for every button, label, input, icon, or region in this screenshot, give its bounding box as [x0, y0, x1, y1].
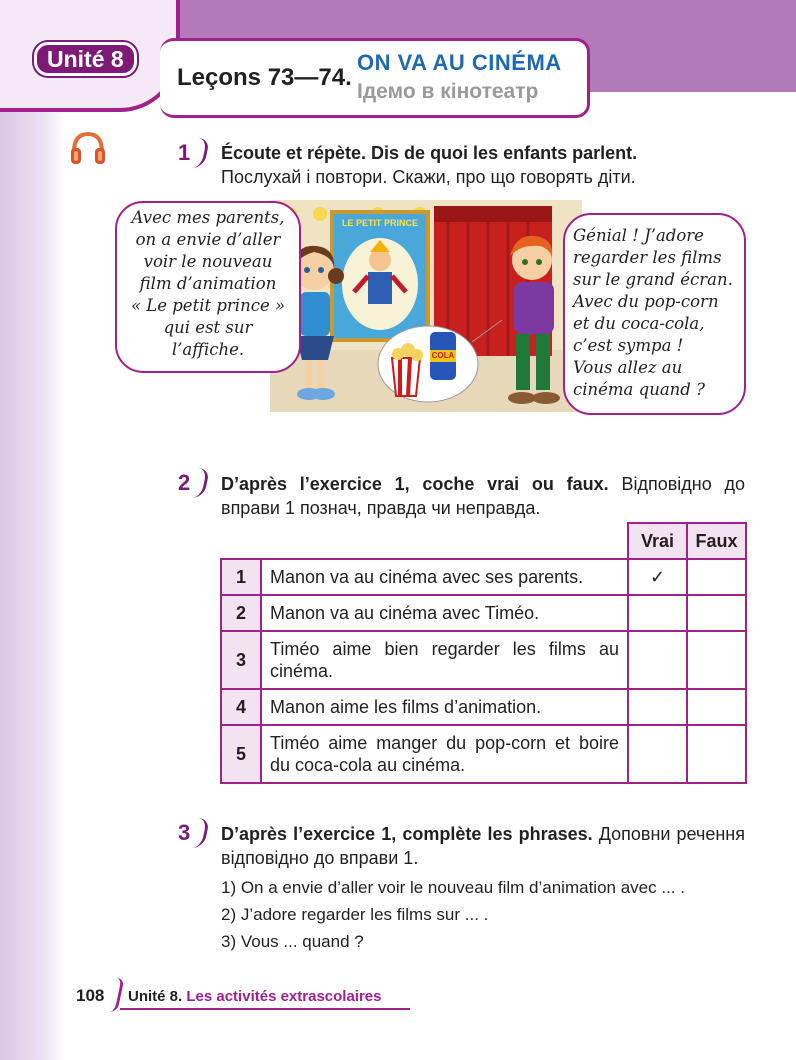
row-statement: Manon aime les films d’animation.	[261, 689, 628, 725]
instruction-fr: D’après l’exercice 1, coche vrai ou faux.	[221, 474, 609, 494]
vrai-checkbox[interactable]	[628, 689, 687, 725]
bubble-line: l’affiche.	[171, 340, 245, 359]
lesson-numbers: Leçons 73—74.	[177, 64, 352, 91]
instruction-fr: D’après l’exercice 1, complète les phrases.	[221, 824, 593, 844]
footer-subtitle: Les activités extrascolaires	[186, 988, 382, 1005]
vrai-checkbox[interactable]	[628, 631, 687, 689]
bubble-line: Avec du pop-corn	[573, 292, 719, 311]
poster-title: LE PETIT PRINCE	[341, 218, 418, 228]
row-statement: Manon va au cinéma avec ses parents.	[261, 559, 628, 595]
cinema-illustration	[270, 200, 582, 412]
instruction-ua: Послухай і повтори. Скажи, про що говорять діти.	[221, 167, 636, 187]
row-statement: Manon va au cinéma avec Timéo.	[261, 595, 628, 631]
footer-divider	[109, 978, 124, 1012]
row-number: 2	[221, 595, 261, 631]
table-row	[221, 631, 746, 689]
bubble-line: « Le petit prince »	[130, 296, 286, 315]
phrase-item: 3) Vous ... quand ?	[221, 932, 364, 951]
bubble-line: et du coca-cola,	[573, 314, 705, 333]
faux-checkbox[interactable]	[687, 559, 746, 595]
headphones-icon[interactable]	[68, 128, 108, 168]
column-header-vrai: Vrai	[628, 523, 687, 559]
instruction-ua: Відповідно до вправи 1 познач, правда чи неправда.	[221, 474, 745, 518]
table-row	[221, 689, 746, 725]
phrase-item: 1) On a envie d’aller voir le nouveau film d’animation avec ... .	[221, 878, 685, 897]
speech-bubble-timeo	[563, 213, 746, 415]
exercise-3-instruction	[221, 822, 745, 870]
column-header-faux: Faux	[687, 523, 746, 559]
phrase-item: 2) J’adore regarder les films sur ... .	[221, 905, 489, 924]
bubble-line: sur le grand écran.	[573, 270, 733, 289]
table-header-row	[221, 523, 746, 559]
true-false-table	[220, 522, 747, 784]
faux-checkbox[interactable]	[687, 689, 746, 725]
page-margin-stripe	[0, 0, 64, 1060]
page-number: 108	[76, 986, 105, 1005]
instruction-ua: Доповни речення відповідно до вправи 1.	[221, 824, 745, 868]
unit-badge: Unité 8	[34, 42, 137, 76]
cinema-scene	[270, 200, 582, 412]
instruction-fr: Écoute et répète. Dis de quoi les enfants parlent.	[221, 143, 638, 163]
speech-bubble-manon	[115, 201, 301, 373]
bubble-line: Vous allez au	[573, 358, 683, 377]
footer-underline	[120, 1008, 410, 1010]
lesson-title-fr: ON VA AU CINÉMA	[357, 50, 562, 75]
bubble-line: c’est sympa !	[573, 336, 684, 355]
table-row	[221, 725, 746, 783]
row-number: 1	[221, 559, 261, 595]
row-statement: Timéo aime bien regarder les films au cinéma.	[261, 631, 628, 689]
faux-checkbox[interactable]	[687, 631, 746, 689]
row-number: 5	[221, 725, 261, 783]
lesson-title-ua: Ідемо в кінотеатр	[357, 80, 539, 103]
bubble-line: Avec mes parents,	[131, 208, 285, 227]
vrai-checkbox[interactable]	[628, 595, 687, 631]
footer-unit: Unité 8.	[128, 988, 183, 1005]
bubble-line: Génial ! J’adore	[573, 226, 704, 245]
footer-running-title	[128, 988, 381, 1005]
faux-checkbox[interactable]	[687, 595, 746, 631]
bubble-line: regarder les films	[573, 248, 722, 267]
faux-checkbox[interactable]	[687, 725, 746, 783]
vrai-checkbox[interactable]	[628, 725, 687, 783]
bubble-line: on a envie d’aller	[135, 230, 281, 249]
exercise-3-number: 3	[172, 818, 206, 852]
bubble-line: qui est sur	[163, 318, 253, 337]
row-statement: Timéo aime manger du pop-corn et boire du coca-cola au cinéma.	[261, 725, 628, 783]
row-number: 3	[221, 631, 261, 689]
table-row	[221, 559, 746, 595]
exercise-1-number: 1	[172, 138, 206, 172]
bubble-line: cinéma quand ?	[573, 380, 705, 399]
exercise-2-instruction	[221, 472, 745, 520]
table-row	[221, 595, 746, 631]
exercise-2-number: 2	[172, 468, 206, 502]
bubble-line: film d’animation	[139, 274, 277, 293]
vrai-checkbox[interactable]: ✓	[628, 559, 687, 595]
can-label: COLA	[431, 351, 455, 360]
bubble-line: voir le nouveau	[143, 252, 273, 271]
row-number: 4	[221, 689, 261, 725]
exercise-1-instruction	[221, 141, 745, 189]
